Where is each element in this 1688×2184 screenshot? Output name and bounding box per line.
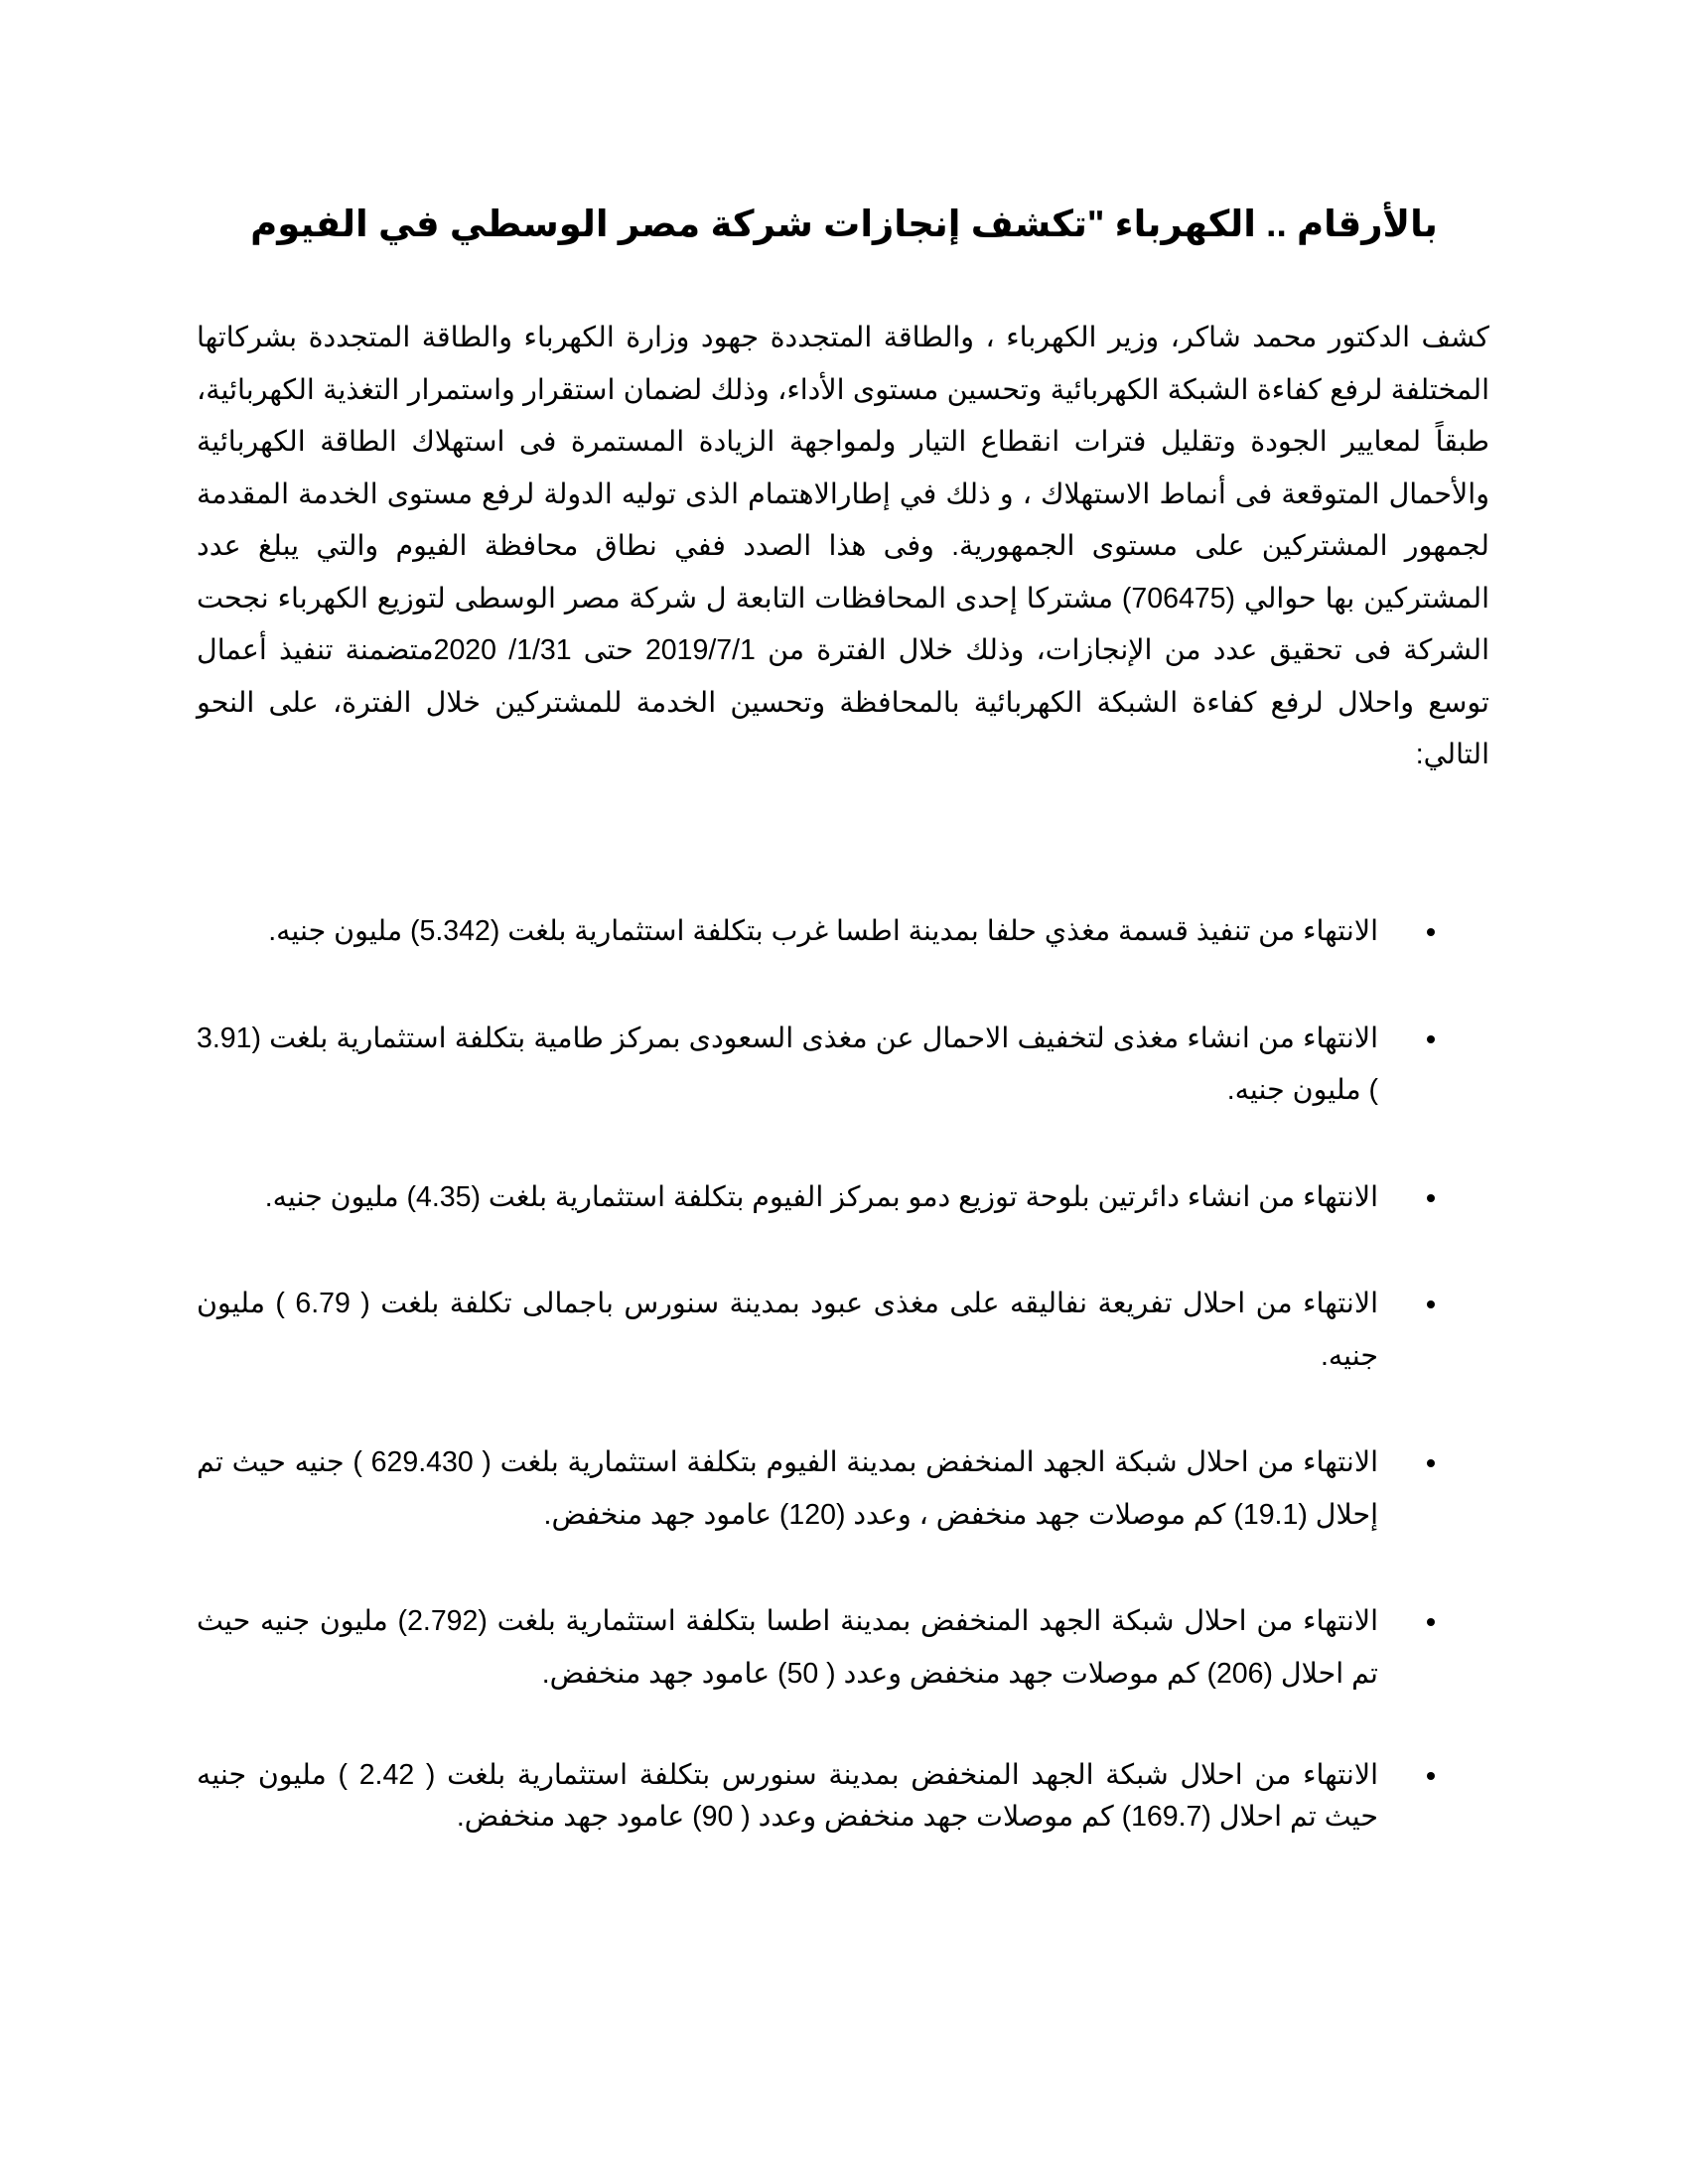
list-item-text: الانتهاء من احلال تفريعة نفاليقه على مغذى عبود بمدينة سنورس باجمالى تكلفة بلغت ( 6.79 ) مليون جنيه.: [197, 1288, 1379, 1372]
bullet-icon: [1427, 1459, 1435, 1467]
bullet-icon: [1427, 928, 1435, 936]
list-item-text: الانتهاء من احلال شبكة الجهد المنخفض بمدينة اطسا بتكلفة استثمارية بلغت (2.792) مليون جنيه حيث تم احلال (206) كم موصلات جهد منخفض وعدد ( 50) عامود جهد منخفض.: [197, 1605, 1379, 1690]
bullet-icon: [1427, 1772, 1435, 1780]
achievements-list: [197, 905, 1489, 1838]
bullet-icon: [1427, 1194, 1435, 1202]
list-item-text: الانتهاء من انشاء مغذى لتخفيف الاحمال عن مغذى السعودى بمركز طامية بتكلفة استثمارية بلغت (3.91 ) مليون جنيه.: [197, 1022, 1378, 1106]
list-item: [197, 905, 1489, 958]
list-item: [197, 1754, 1489, 1838]
bullet-icon: [1427, 1618, 1435, 1626]
list-item: [197, 1171, 1489, 1224]
list-item-text: الانتهاء من احلال شبكة الجهد المنخفض بمدينة سنورس بتكلفة استثمارية بلغت ( 2.42 ) مليون جنيه حيث تم احلال (169.7) كم موصلات جهد منخفض وعدد ( 90) عامود جهد منخفض.: [197, 1759, 1378, 1833]
list-item: [197, 1595, 1489, 1700]
article-title: بالأرقام .. الكهرباء "تكشف إنجازات شركة مصر الوسطي في الفيوم: [250, 204, 1438, 244]
intro-paragraph: كشف الدكتور محمد شاكر، وزير الكهرباء ، والطاقة المتجددة جهود وزارة الكهرباء والطاقة المتجددة بشركاتها المختلفة لرفع كفاءة الشبكة الكهربائية وتحسين مستوى الأداء، وذلك لضمان استقرار واستمرار التغذية الكهربائية، طبقاً لمعايير الجودة وتقليل فترات انقطاع التيار ولمواجهة الزيادة المستمرة فى استهلاك الطاقة الكهربائية والأحمال المتوقعة فى أنماط الاستهلاك ، و ذلك في إطارالاهتمام الذى توليه الدولة لرفع مستوى الخدمة المقدمة لجمهور المشتركين على مستوى الجمهورية. وفى هذا الصدد ففي نطاق محافظة الفيوم والتي يبلغ عدد المشتركين بها حوالي (706475) مشتركا إحدى المحافظات التابعة ل شركة مصر الوسطى لتوزيع الكهرباء نجحت الشركة فى تحقيق عدد من الإنجازات، وذلك خلال الفترة من 2019/7/1 حتى 1/31/ 2020متضمنة تنفيذ أعمال توسع واحلال لرفع كفاءة الشبكة الكهربائية بالمحافظة وتحسين الخدمة للمشتركين خلال الفترة، على النحو التالي:: [197, 322, 1490, 770]
list-item-text: الانتهاء من تنفيذ قسمة مغذي حلفا بمدينة اطسا غرب بتكلفة استثمارية بلغت (5.342) مليون جنيه.: [268, 915, 1378, 947]
bullet-icon: [1427, 1300, 1435, 1308]
list-item: [197, 1013, 1489, 1117]
list-item-text: الانتهاء من انشاء دائرتين بلوحة توزيع دمو بمركز الفيوم بتكلفة استثمارية بلغت (4.35) مليون جنيه.: [264, 1180, 1378, 1213]
list-item-text: الانتهاء من احلال شبكة الجهد المنخفض بمدينة الفيوم بتكلفة استثمارية بلغت ( 629.430 ) جنيه حيث تم إحلال (19.1) كم موصلات جهد منخفض ، وعدد (120) عامود جهد منخفض.: [197, 1446, 1378, 1531]
list-item: [197, 1436, 1489, 1541]
bullet-icon: [1427, 1035, 1435, 1043]
list-item: [197, 1278, 1489, 1382]
